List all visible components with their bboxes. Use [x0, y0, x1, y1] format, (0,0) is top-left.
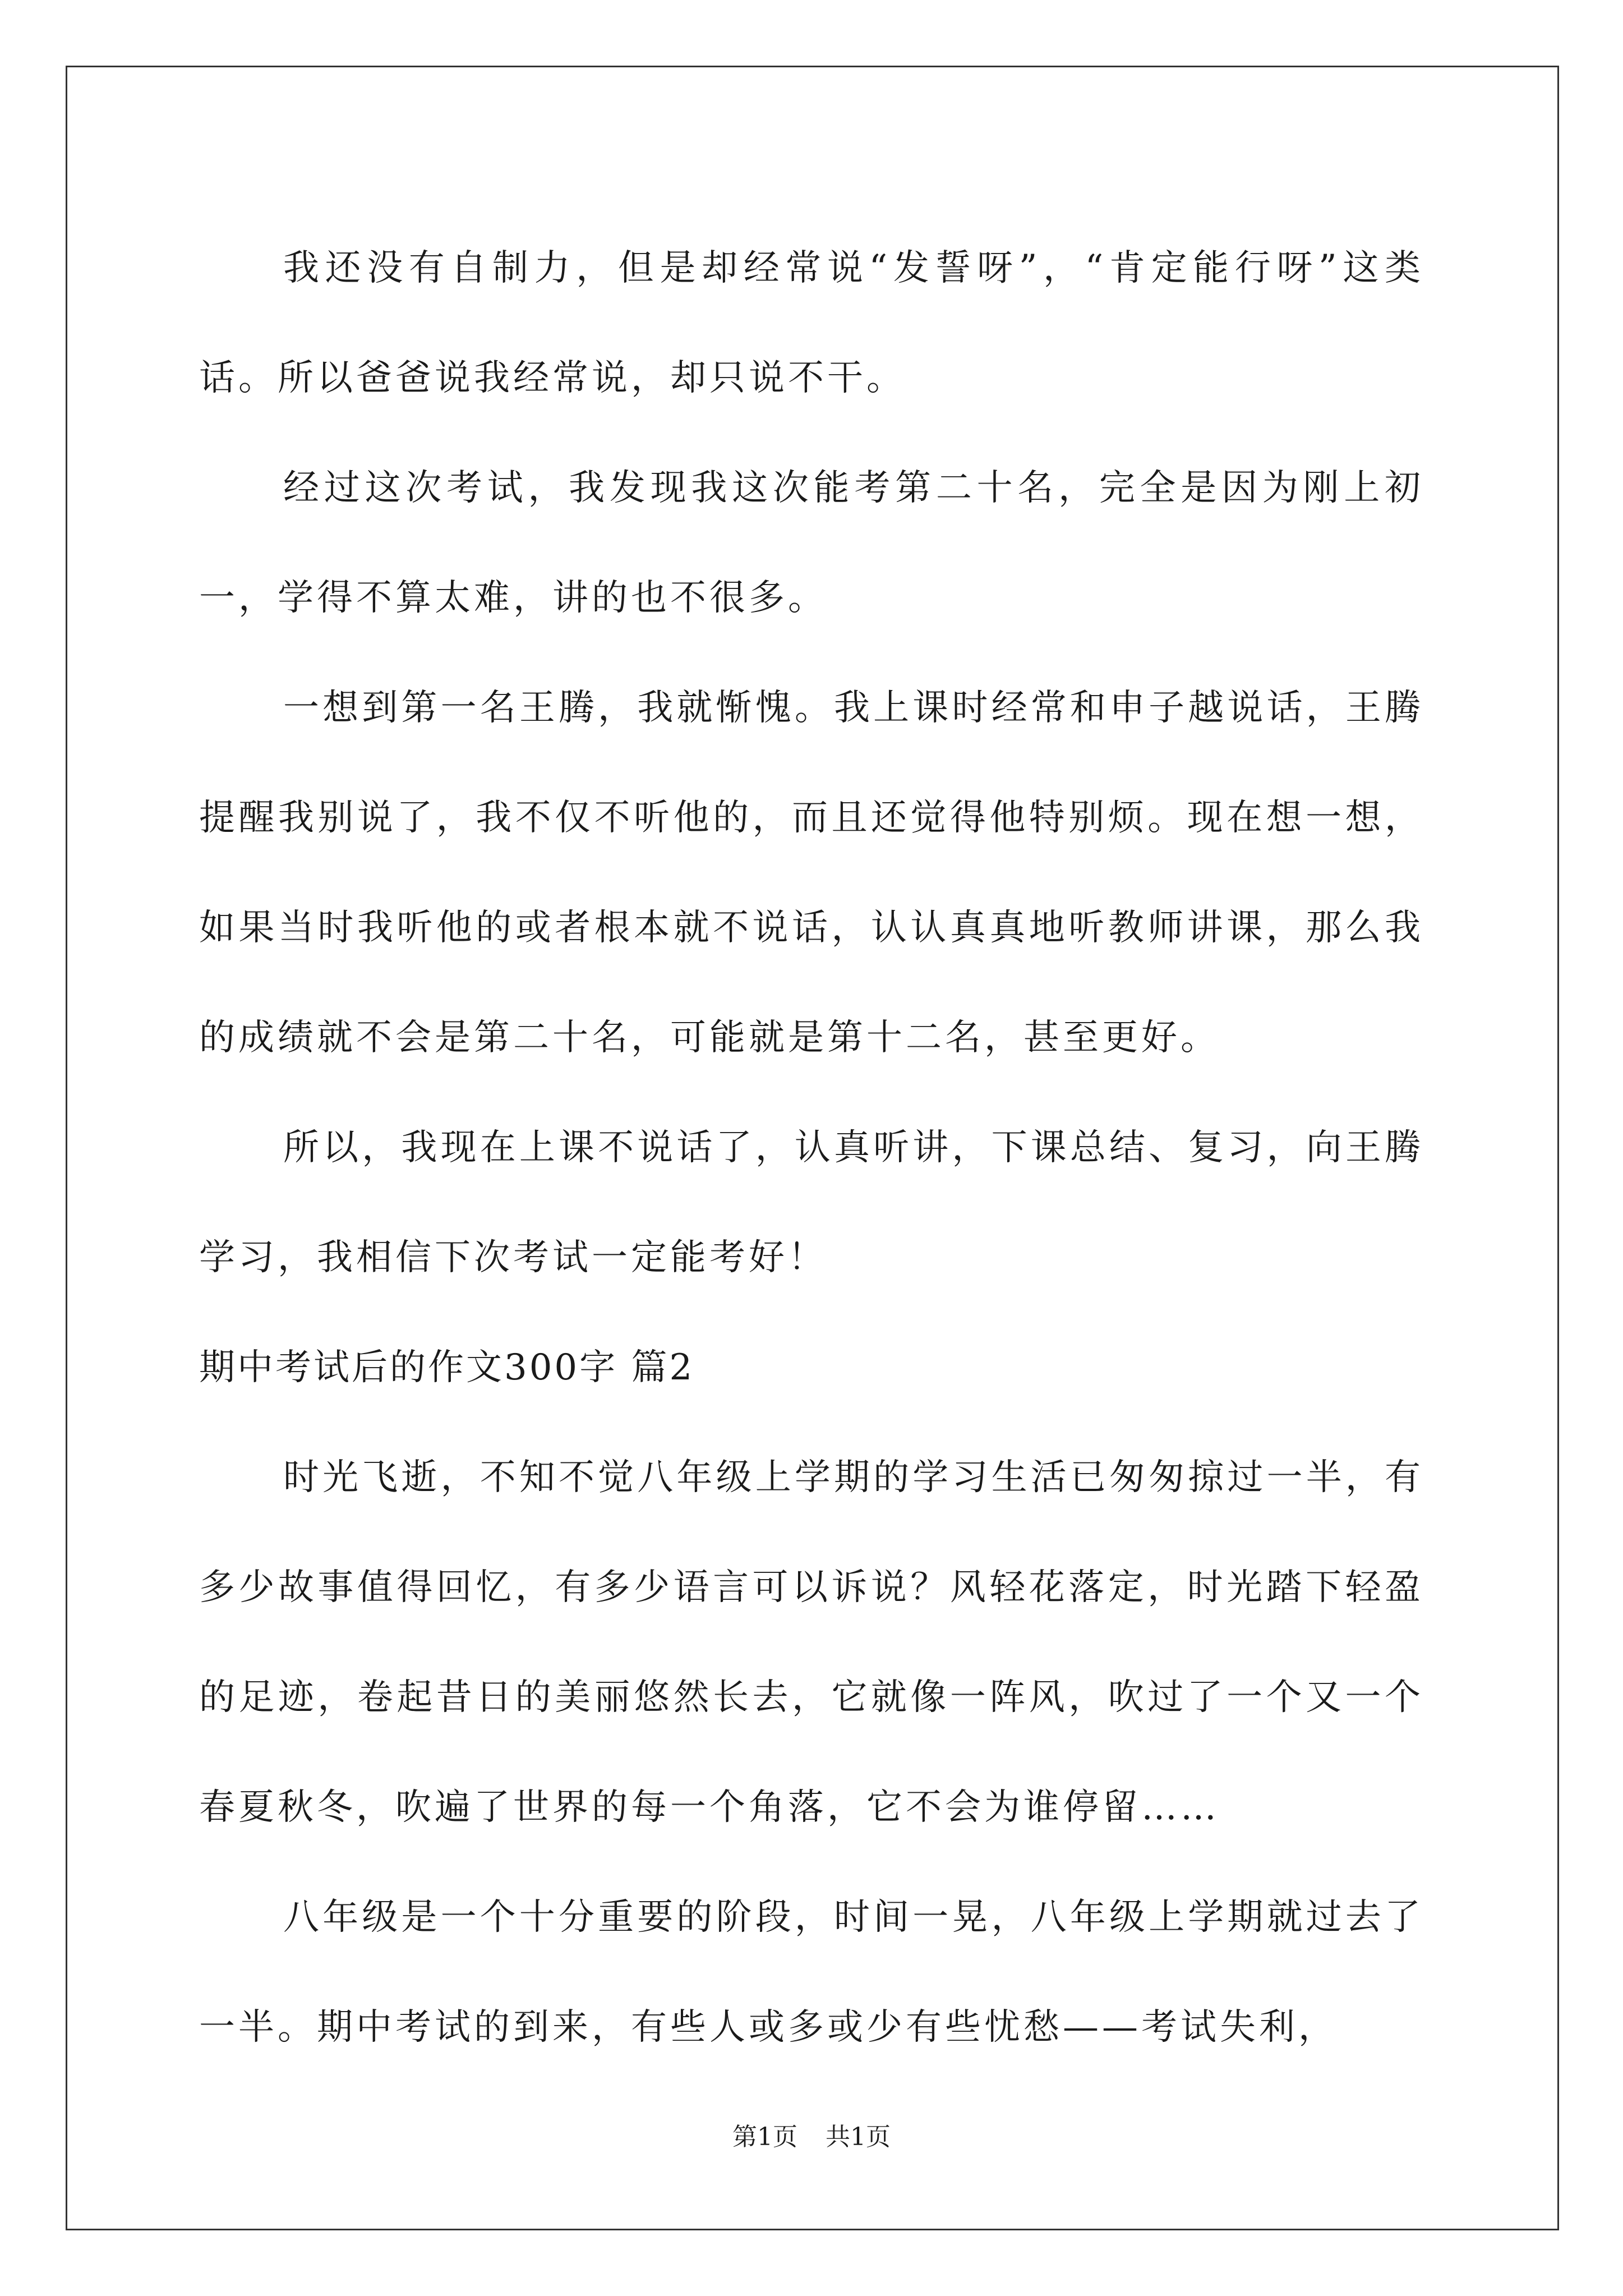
- paragraph-6: 八年级是一个十分重要的阶段，时间一晃，八年级上学期就过去了一半。期中考试的到来，有些人或多或少有些忧愁——考试失利，: [199, 1897, 1424, 2048]
- page-number-current: 第1页: [732, 2123, 797, 2151]
- paragraph-1: 我还没有自制力，但是却经常说“发誓呀”，“肯定能行呀”这类话。所以爸爸说我经常说，却只说不干。: [199, 247, 1424, 399]
- paragraph-3: 一想到第一名王腾，我就惭愧。我上课时经常和申子越说话，王腾提醒我别说了，我不仅不听他的，而且还觉得他特别烦。现在想一想，如果当时我听他的或者根本就不说话，认认真真地听教师讲课，那么我的成绩就不会是第二十名，可能就是第十二名，甚至更好。: [199, 687, 1424, 1059]
- document-body: [199, 213, 1424, 2082]
- page-footer: [0, 2120, 1623, 2154]
- paragraph-4: 所以，我现在上课不说话了，认真听讲，下课总结、复习，向王腾学习，我相信下次考试一定能考好！: [199, 1127, 1424, 1278]
- section-heading: 期中考试后的作文300字 篇2: [199, 1347, 695, 1388]
- page-number-total: 共1页: [826, 2123, 891, 2151]
- paragraph-5: 时光飞逝，不知不觉八年级上学期的学习生活已匆匆掠过一半，有多少故事值得回忆，有多少语言可以诉说？风轻花落定，时光踏下轻盈的足迹，卷起昔日的美丽悠然长去，它就像一阵风，吹过了一个又一个春夏秋冬，吹遍了世界的每一个角落，它不会为谁停留……: [199, 1457, 1424, 1828]
- paragraph-2: 经过这次考试，我发现我这次能考第二十名，完全是因为刚上初一，学得不算太难，讲的也不很多。: [199, 467, 1424, 619]
